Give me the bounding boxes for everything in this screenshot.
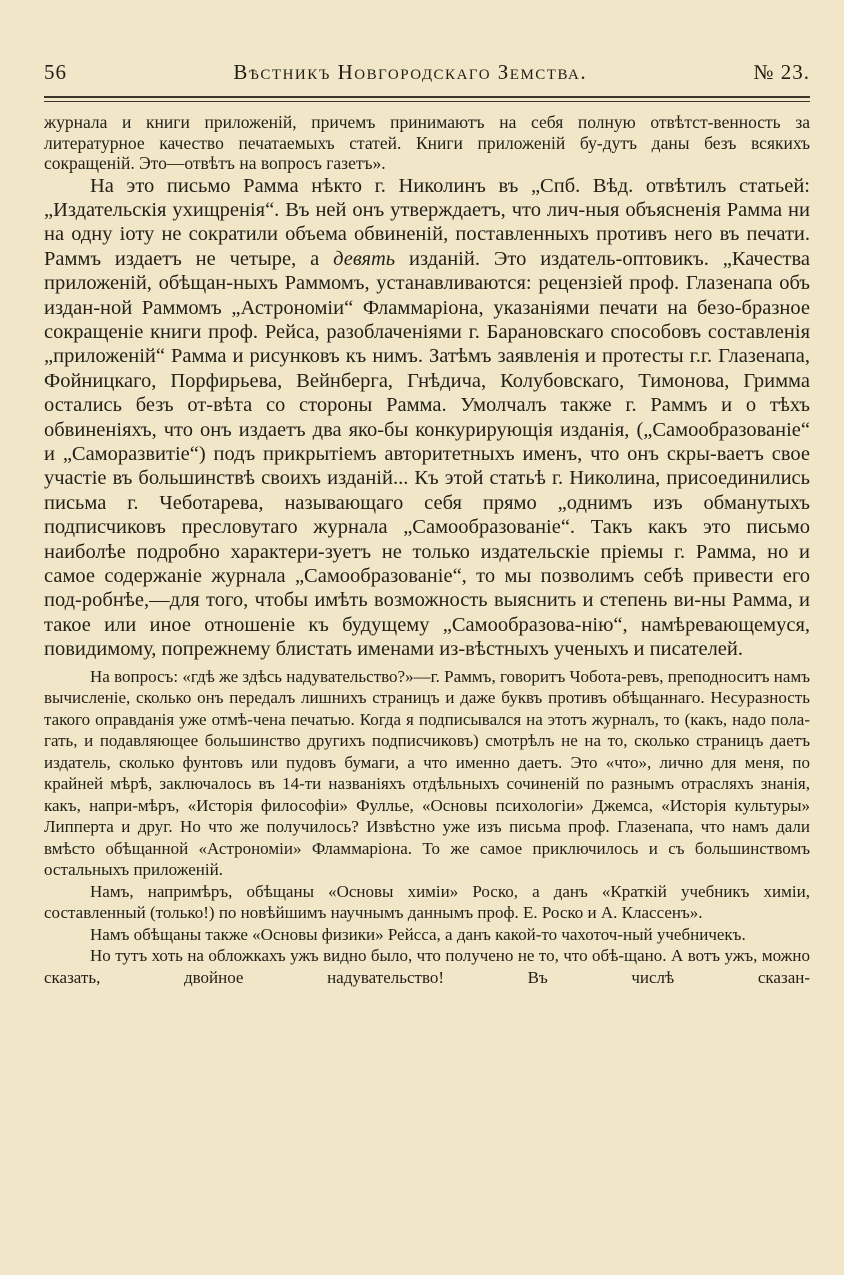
page-header [44,60,810,90]
quote-block [44,666,810,989]
body-text [44,112,810,988]
paragraph-main [44,174,810,662]
document-page [44,0,810,1275]
main-block [44,174,810,662]
paragraph-quote-2: Намъ, напримѣръ, обѣщаны «Основы химіи» Роско, а данъ «Краткій учебникъ химіи, составленный (только!) по новѣйшимъ научнымъ даннымъ проф. Е. Роско и А. Классенъ». [44,881,810,923]
paragraph-main-part-b: изданій. Это издатель-оптовикъ. „Качества приложеній, обѣщан-ныхъ Раммомъ, устанавливаются: рецензіей проф. Глазенапа объ издан-ной Раммомъ „Астрономіи“ Фламмаріона, указаніями печати на безо-бразное сокращеніе книги проф. Рейса, разоблаченіями г. Барановскаго способовъ составленія „приложеній“ Рамма и рисунковъ къ нимъ. Затѣмъ заявленія и протесты г.г. Глазенапа, Фойницкаго, Порфирьева, Вейнберга, Гнѣдича, Колубовскаго, Тимонова, Гримма остались безъ от-вѣта со стороны Рамма. Умолчалъ также г. Раммъ и о тѣхъ обвиненіяхъ, что онъ издаетъ два яко-бы конкурирующія изданія, („Самообразованіе“ и „Саморазвитіе“) подъ прикрытіемъ авторитетныхъ именъ, что онъ скры-ваетъ свое участіе въ большинствѣ своихъ изданій... Къ этой статьѣ г. Николина, присоединились письма г. Чеботарева, называющаго себя прямо „однимъ изъ обманутыхъ подписчиковъ пресловутаго журнала „Самообразованіе“. Такъ какъ это письмо наиболѣе подробно характери-зуетъ не только издательскіе пріемы г. Рамма, но и самое содержаніе журнала „Самообразованіе“, то мы позволимъ себѣ привести его под-робнѣе,—для того, чтобы имѣть возможность выяснить и степень ви-ны Рамма, и такое или иное отношеніе къ будущему „Самообразова-нію“, намѣревающемуся, повидимому, попрежнему блистать именами из-вѣстныхъ ученыхъ и писателей. [44,247,810,661]
page-number: 56 [44,60,67,84]
paragraph-main-part-a: На это письмо Рамма нѣкто г. Николинъ въ „Спб. Вѣд. отвѣтилъ статьей: „Издательскія ухищренія“. Въ ней онъ утверждаетъ, что лич-ныя объясненія Рамма ни на одну іоту не сократили объема обвиненій, поставленныхъ противъ него въ печати. Раммъ издаетъ не четыре, а [44,174,810,270]
journal-title: Вѣстникъ Новгородскаго Земства. [233,60,588,84]
paragraph-quote-1: На вопросъ: «гдѣ же здѣсь надувательство?»—г. Раммъ, говоритъ Чобота-ревъ, преподноситъ намъ вычисленіе, сколько онъ передалъ лишнихъ страницъ и даже буквъ противъ обѣщаннаго. Несуразность такого оправданія уже отмѣ-чена печатью. Когда я подписывался на этотъ журналъ, то (какъ, надо пола-гать, и подавляющее большинство другихъ подписчиковъ) смотрѣлъ не на то, сколько страницъ даетъ издатель, сколько фунтовъ или пудовъ бумаги, а что именно даетъ. Это «что», лично для меня, по крайней мѣрѣ, заключалось въ 14-ти названіяхъ отдѣльныхъ сочиненій по разнымъ отрасляхъ знанія, какъ, напри-мѣръ, «Исторія философіи» Фуллье, «Основы психологіи» Джемса, «Исторія культуры» Липперта и друг. Но что же получилось? Извѣстно уже изъ письма проф. Глазенапа, что намъ дали вмѣсто обѣщанной «Астрономіи» Фламмаріона. То же самое приключилось и съ большинствомъ остальныхъ приложеній. [44,666,810,880]
intro-block [44,112,810,174]
issue-number: № 23. [753,60,810,84]
paragraph-quote-4: Но тутъ хоть на обложкахъ ужъ видно было, что получено не то, что обѣ-щано. А вотъ ужъ, можно сказать, двойное надувательство! Въ числѣ сказан- [44,946,810,987]
paragraph-quote-3: Намъ обѣщаны также «Основы физики» Рейсса, а данъ какой-то чахоточ-ный учебничекъ. [90,924,746,944]
emphasized-word: девять [333,247,396,270]
paragraph-intro: журнала и книги приложеній, причемъ принимаютъ на себя полную отвѣтст-венность за литературное качество печатаемыхъ статей. Книги приложеній бу-дутъ даны безъ всякихъ сокращеній. Это—отвѣтъ на вопросъ газетъ». [44,112,810,173]
header-rule [44,96,810,98]
